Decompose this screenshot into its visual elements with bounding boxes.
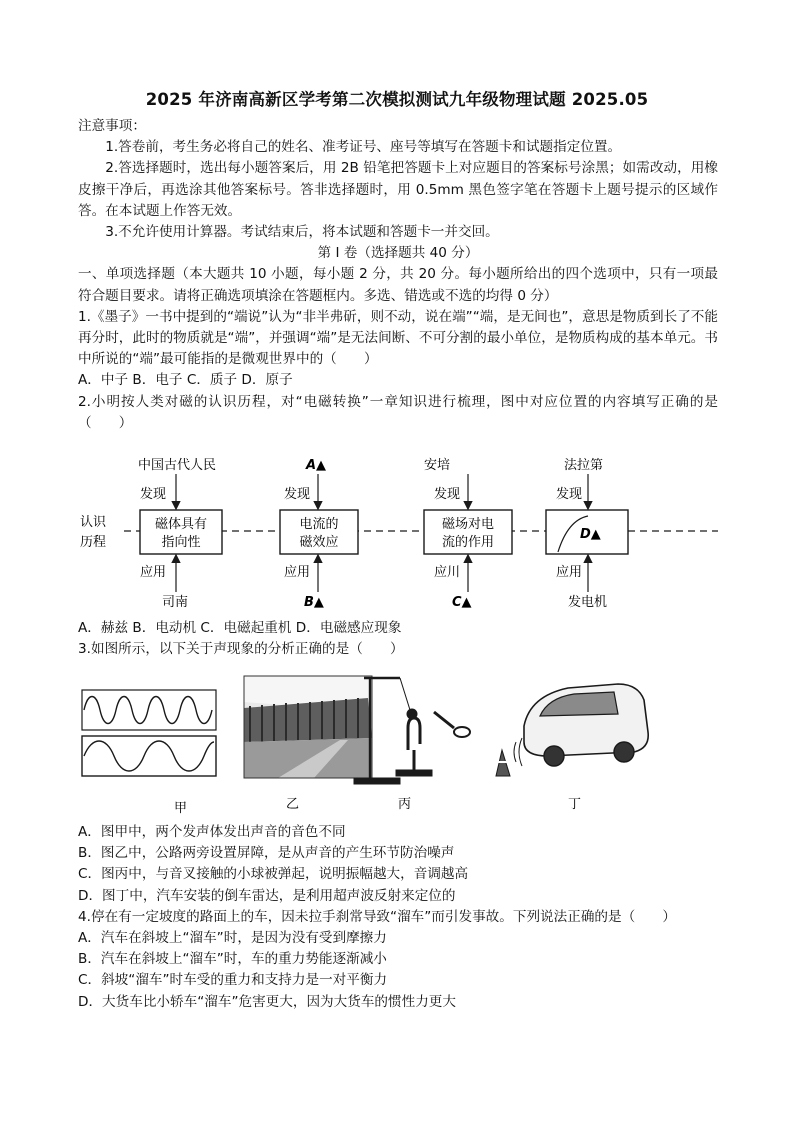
q4-stem: 4.停在有一定坡度的路面上的车，因未拉手刹常导致“溜车”而引发事故。下列说法正确的是（ ）	[78, 908, 676, 925]
figure-jia-waveforms	[82, 690, 216, 776]
q3-option-d: D．图丁中，汽车安装的倒车雷达，是利用超声波反射来定位的	[78, 887, 456, 904]
discover-label-2: 发现	[284, 487, 311, 502]
q2-q3-section	[78, 618, 718, 660]
top-label-3: 安培	[424, 458, 451, 473]
fig-label-jia: 甲	[174, 801, 188, 816]
discover-label-1: 发现	[140, 487, 167, 502]
timeline-label-1: 认识	[80, 515, 107, 530]
q2-stem: 2.小明按人类对磁的认识历程，对“电磁转换”一章知识进行梳理，图中对应位置的内容填写正确的是（ ）	[78, 393, 718, 431]
q3-option-c: C．图丙中，与音叉接触的小球被弹起，说明振幅越大，音调越高	[78, 866, 469, 883]
q3-option-a: A．图甲中，两个发声体发出声音的音色不同	[78, 824, 346, 840]
box-1-line-2: 指向性	[161, 535, 201, 550]
timeline-label-2: 历程	[80, 535, 107, 550]
q2-options: A．赫兹 B．电动机 C．电磁起重机 D．电磁感应现象	[78, 620, 402, 636]
bottom-label-2: B▲	[304, 595, 324, 610]
notice-item-3: 3.不允许使用计算器。考试结束后，将本试题和答题卡一并交回。	[105, 224, 499, 241]
section-title: 第 I 卷（选择题共 40 分）	[317, 245, 479, 262]
notice-section	[78, 116, 718, 434]
q3-figures	[78, 672, 718, 822]
box-3-line-2: 流的作用	[441, 535, 495, 550]
figure-yi-noise-barrier	[244, 676, 372, 778]
notice-item-2: 2.答选择题时，选出每小题答案后，用 2B 铅笔把答题卡上对应题目的答案标号涂黑；如需改动，用橡皮擦干净后，再选涂其他答案标号。答非选择题时，用 0.5mm 黑色签字笔在答题卡上题号提示的区域作答。在本试题上作答无效。	[78, 160, 718, 219]
q1-options: A．中子 B．电子 C．质子 D．原子	[78, 372, 293, 389]
top-label-2: A▲	[306, 458, 327, 473]
box-4-label: D▲	[580, 527, 601, 542]
bottom-label-4: 发电机	[568, 595, 608, 610]
q4-option-c: C．斜坡“溜车”时车受的重力和支持力是一对平衡力	[78, 972, 388, 989]
q4-option-a: A．汽车在斜坡上“溜车”时，是因为没有受到摩擦力	[78, 930, 387, 947]
q4-option-d: D．大货车比小轿车“溜车”危害更大，因为大货车的惯性力更大	[78, 993, 456, 1010]
part1-intro: 一、单项选择题（本大题共 10 小题，每小题 2 分，共 20 分。每小题所给出的四个选项中，只有一项最符合题目要求。请将正确选项填涂在答题框内。多选、错选或不选的均得 0 分）	[78, 266, 718, 304]
apply-label-1: 应用	[140, 565, 167, 580]
exam-title: 2025 年济南高新区学考第二次模拟测试九年级物理试题 2025.05	[145, 90, 649, 109]
apply-label-2: 应用	[284, 565, 311, 580]
q3-option-b: B．图乙中，公路两旁设置屏障，是从声音的产生环节防治噪声	[78, 845, 455, 862]
q2-diagram	[78, 452, 718, 622]
box-2-line-2: 磁效应	[299, 535, 339, 550]
fig-label-ding: 丁	[568, 797, 582, 812]
fig-label-bing: 丙	[398, 797, 412, 812]
q1-stem: 1.《墨子》一书中提到的“端说”认为“非半弗斫，则不动，说在端”“端，是无间也”，意思是物质到长了不能再分时，此时的物质就是“端”，并强调“端”是无法间断、不可分割的最小单位，是物质构成的基本单元。书中所说的“端”最可能指的是微观世界中的（ ）	[78, 308, 718, 368]
top-label-4: 法拉第	[564, 458, 604, 473]
fig-label-yi: 乙	[286, 797, 300, 812]
apply-label-4: 应用	[556, 565, 583, 580]
bottom-label-1: 司南	[162, 595, 189, 610]
discover-label-3: 发现	[434, 487, 461, 502]
box-3-line-1: 磁场对电	[441, 517, 495, 532]
q3-stem: 3.如图所示，以下关于声现象的分析正确的是（ ）	[78, 641, 404, 658]
notice-heading: 注意事项：	[78, 118, 146, 134]
q3-q4-section	[78, 822, 718, 1013]
box-2-line-1: 电流的	[299, 517, 339, 532]
discover-label-4: 发现	[556, 487, 583, 502]
box-1-line-1: 磁体具有	[154, 517, 208, 532]
figure-ding-reversing-car	[496, 684, 648, 776]
apply-label-3: 应川	[434, 565, 461, 580]
top-label-1: 中国古代人民	[138, 458, 217, 473]
bottom-label-3: C▲	[452, 595, 472, 610]
q4-option-b: B．汽车在斜坡上“溜车”时，车的重力势能逐渐减小	[78, 951, 387, 968]
notice-item-1: 1.答卷前，考生务必将自己的姓名、准考证号、座号等填写在答题卡和试题指定位置。	[105, 139, 622, 156]
